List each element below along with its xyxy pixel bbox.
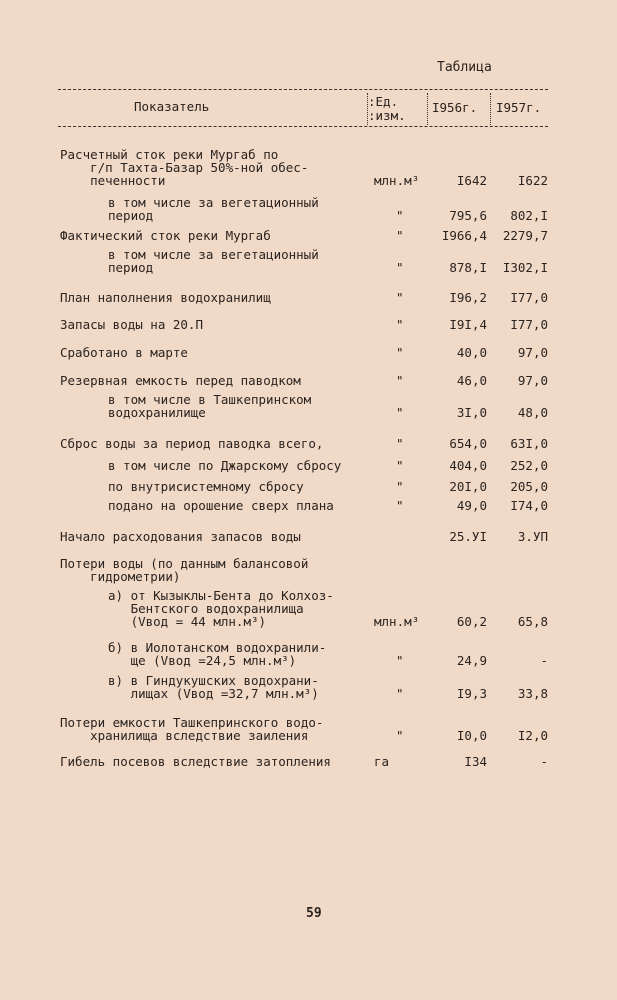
value-1957: 48,0 bbox=[517, 405, 548, 420]
row-label: в том числе в Ташкепринском водохранилище bbox=[108, 392, 312, 420]
row-label: Расчетный сток реки Мургаб по г/п Тахта-Базар 50%-ной обес- печенности bbox=[60, 147, 309, 188]
value-1956: I96,2 bbox=[449, 290, 487, 305]
value-1957: I2,0 bbox=[517, 728, 548, 743]
row-unit: " bbox=[396, 498, 404, 513]
value-1957: 97,0 bbox=[517, 373, 548, 388]
row-label: в том числе за вегетационный период bbox=[108, 247, 319, 275]
value-1956: 24,9 bbox=[456, 653, 487, 668]
value-1957: 97,0 bbox=[517, 345, 548, 360]
row-label: в) в Гиндукушских водохрани- лищах (Vвод =32,7 млн.м³) bbox=[108, 673, 319, 701]
value-1957: 802,I bbox=[510, 208, 548, 223]
header-unit: :Ед. :изм. bbox=[368, 94, 406, 123]
value-1957: 2279,7 bbox=[502, 228, 548, 243]
header-year-1956: I956г. bbox=[432, 100, 478, 115]
value-1956: 25.УI bbox=[449, 529, 487, 544]
value-1957: I77,0 bbox=[510, 290, 548, 305]
row-label: по внутрисистемному сбросу bbox=[108, 479, 304, 494]
value-1956: I9,3 bbox=[456, 686, 487, 701]
value-1957: 63I,0 bbox=[510, 436, 548, 451]
row-label: Начало расходования запасов воды bbox=[60, 529, 301, 544]
header-indicator: Показатель bbox=[134, 99, 210, 114]
table-caption: Таблица bbox=[437, 60, 492, 75]
value-1957: 205,0 bbox=[510, 479, 548, 494]
row-unit: " bbox=[396, 373, 404, 388]
row-unit: " bbox=[396, 653, 404, 668]
row-label: б) в Иолотанском водохранили- ще (Vвод =24,5 млн.м³) bbox=[108, 640, 327, 668]
value-1957: 65,8 bbox=[517, 614, 548, 629]
value-1956: 3I,0 bbox=[456, 405, 487, 420]
row-label: подано на орошение сверх плана bbox=[108, 498, 334, 513]
value-1956: 795,6 bbox=[449, 208, 487, 223]
row-unit: " bbox=[396, 345, 404, 360]
value-1956: 878,I bbox=[449, 260, 487, 275]
value-1956: I0,0 bbox=[456, 728, 487, 743]
row-label: Резервная емкость перед паводком bbox=[60, 373, 301, 388]
value-1956: 49,0 bbox=[456, 498, 487, 513]
value-1956: I34 bbox=[464, 754, 487, 769]
value-1956: I9I,4 bbox=[449, 317, 487, 332]
row-unit: " bbox=[396, 405, 404, 420]
row-unit: " bbox=[396, 260, 404, 275]
row-unit: " bbox=[396, 479, 404, 494]
header-separator bbox=[427, 93, 428, 125]
row-unit: млн.м³ bbox=[374, 173, 420, 188]
value-1956: 654,0 bbox=[449, 436, 487, 451]
row-label: Фактический сток реки Мургаб bbox=[60, 228, 271, 243]
header-bottom-rule bbox=[58, 126, 548, 127]
row-label: а) от Кызыклы-Бента до Колхоз- Бентского водохранилища (Vвод = 44 млн.м³) bbox=[108, 588, 334, 629]
value-1956: I966,4 bbox=[441, 228, 487, 243]
row-unit: " bbox=[396, 317, 404, 332]
value-1956: 404,0 bbox=[449, 458, 487, 473]
row-unit: " bbox=[396, 290, 404, 305]
value-1957: I77,0 bbox=[510, 317, 548, 332]
row-label: Запасы воды на 20.П bbox=[60, 317, 203, 332]
row-unit: " bbox=[396, 458, 404, 473]
row-label: в том числе по Джарскому сбросу bbox=[108, 458, 342, 473]
row-unit: га bbox=[374, 754, 390, 769]
value-1957: - bbox=[540, 653, 548, 668]
value-1957: I302,I bbox=[502, 260, 548, 275]
row-label: Сброс воды за период паводка всего, bbox=[60, 436, 324, 451]
value-1956: 60,2 bbox=[456, 614, 487, 629]
header-year-1957: I957г. bbox=[496, 100, 542, 115]
value-1957: - bbox=[540, 754, 548, 769]
header-separator bbox=[490, 93, 491, 125]
value-1956: I642 bbox=[456, 173, 487, 188]
header-top-rule bbox=[58, 89, 548, 90]
row-label: Сработано в марте bbox=[60, 345, 188, 360]
row-unit: млн.м³ bbox=[374, 614, 420, 629]
row-label: Гибель посевов вследствие затопления bbox=[60, 754, 331, 769]
value-1957: I74,0 bbox=[510, 498, 548, 513]
value-1957: 3.УП bbox=[517, 529, 548, 544]
value-1957: I622 bbox=[517, 173, 548, 188]
value-1957: 33,8 bbox=[517, 686, 548, 701]
row-label: в том числе за вегетационный период bbox=[108, 195, 319, 223]
row-label: Потери емкости Ташкепринского водо- хранилища вследствие заиления bbox=[60, 715, 324, 743]
row-label: План наполнения водохранилищ bbox=[60, 290, 271, 305]
row-unit: " bbox=[396, 228, 404, 243]
row-unit: " bbox=[396, 436, 404, 451]
value-1956: 20I,0 bbox=[449, 479, 487, 494]
value-1956: 40,0 bbox=[456, 345, 487, 360]
page-number: 59 bbox=[306, 906, 322, 921]
value-1957: 252,0 bbox=[510, 458, 548, 473]
row-unit: " bbox=[396, 728, 404, 743]
row-unit: " bbox=[396, 208, 404, 223]
value-1956: 46,0 bbox=[456, 373, 487, 388]
row-label: Потери воды (по данным балансовой гидрометрии) bbox=[60, 556, 309, 584]
row-unit: " bbox=[396, 686, 404, 701]
